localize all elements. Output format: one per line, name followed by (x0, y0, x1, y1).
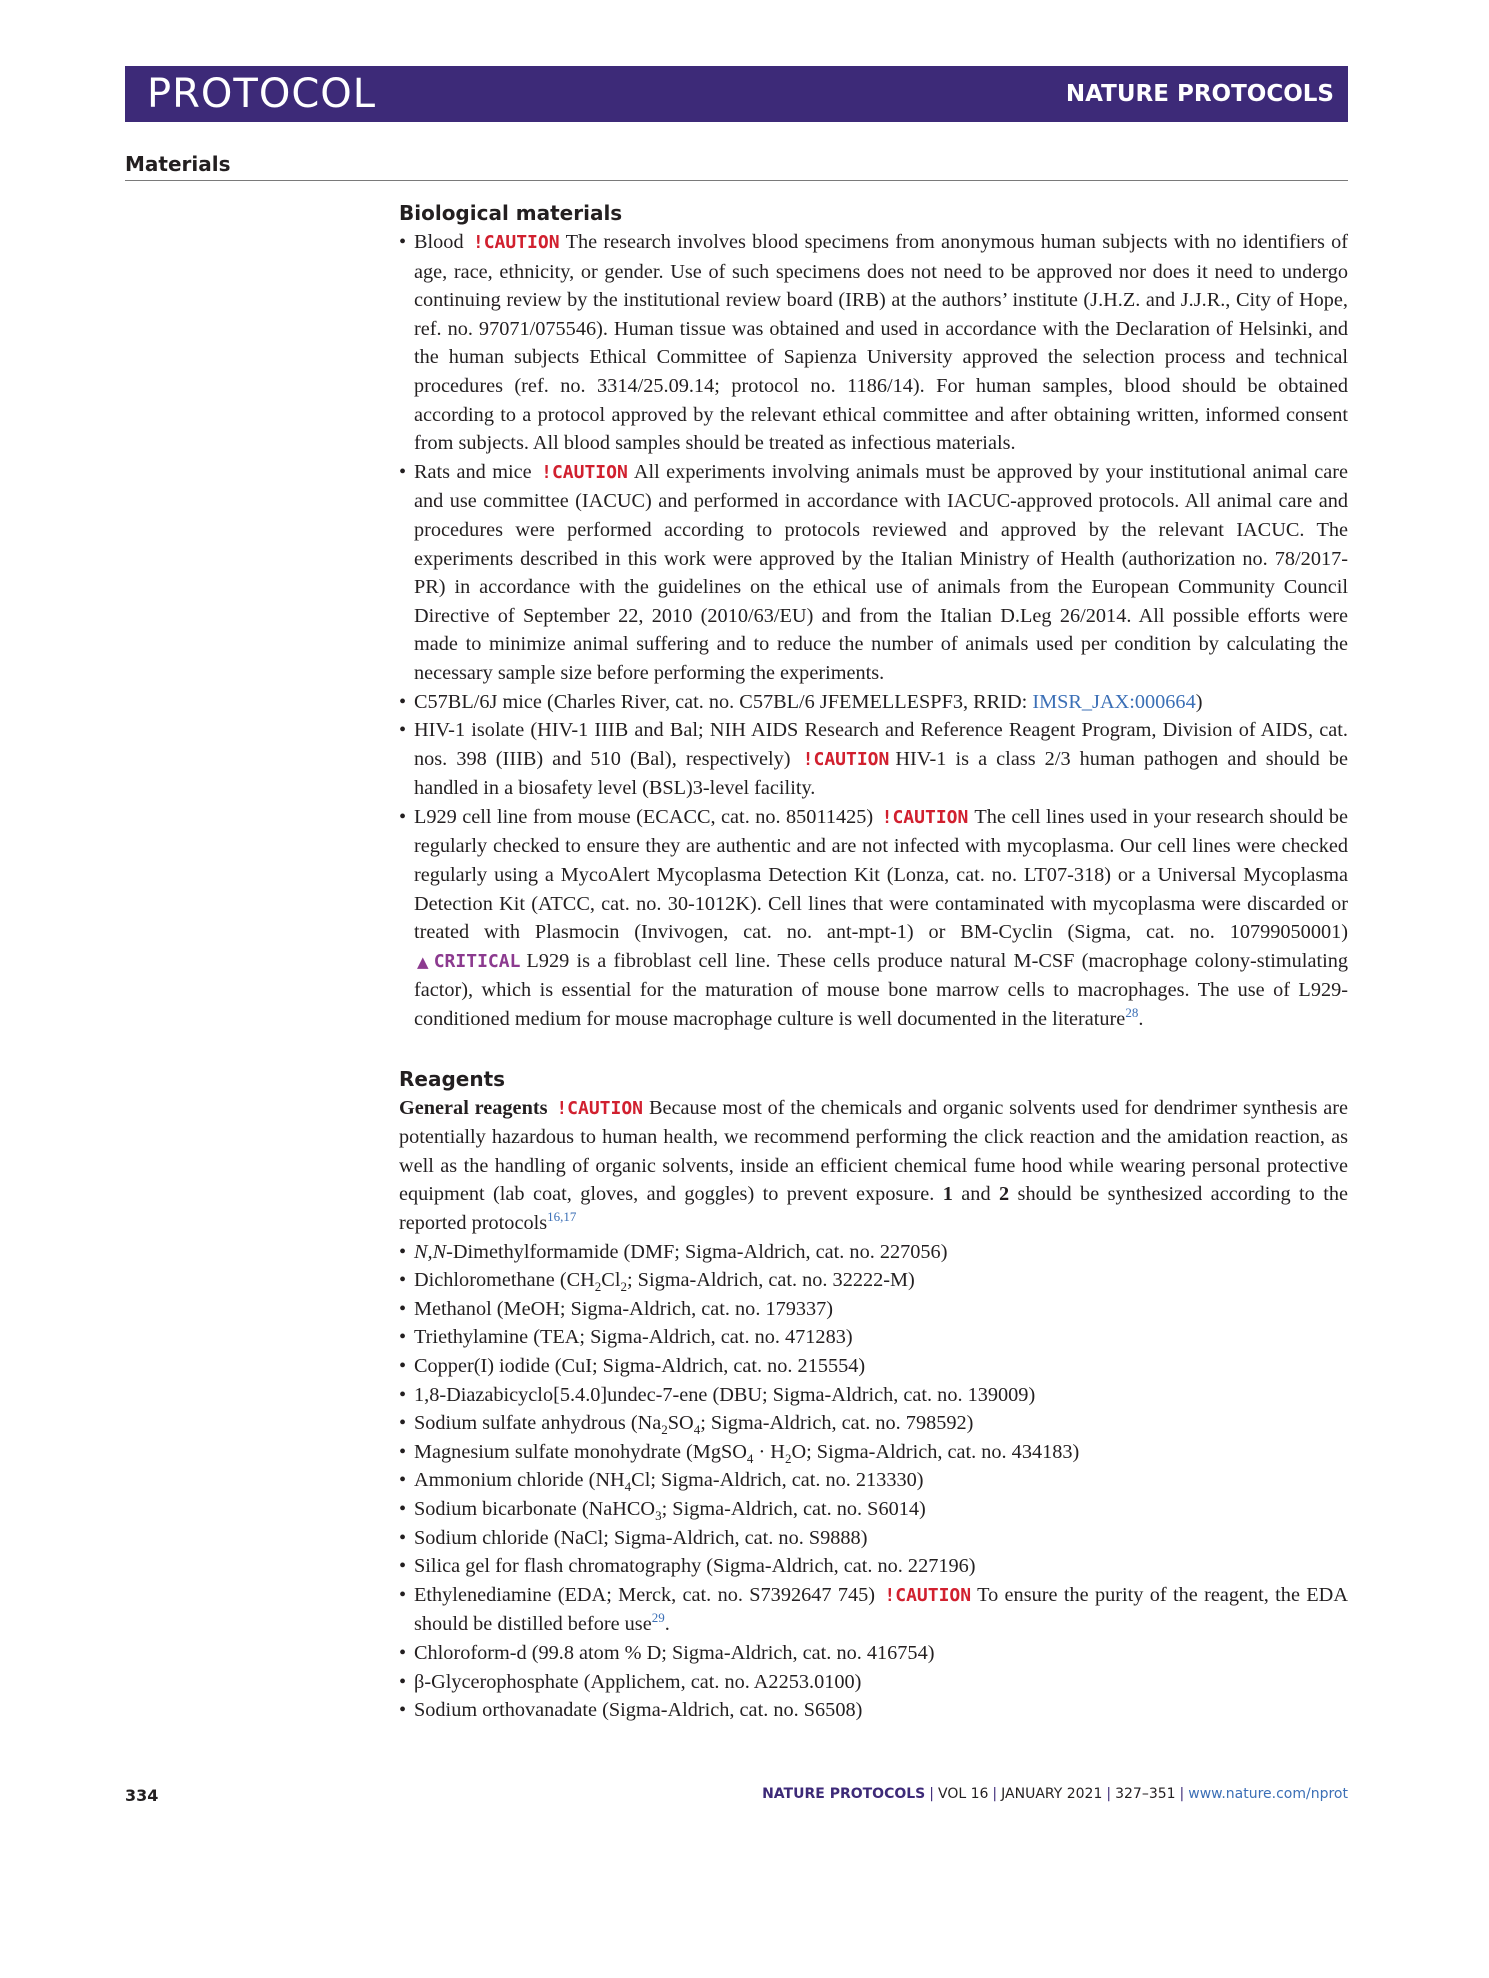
caution-label: !CAUTION (881, 806, 969, 828)
list-item: • Silica gel for flash chromatography (Sigma-Aldrich, cat. no. 227196) (399, 1552, 1348, 1581)
list-item: • Sodium sulfate anhydrous ($Na_2SO_4$; Sigma-Aldrich, cat. no. 798592) (399, 1409, 1348, 1438)
section-title: Materials (125, 152, 1348, 181)
list-item-blood: • Blood !CAUTION The research involves blood specimens from anonymous human subjects with no identifiers of age, race, ethnicity, or gender. Use of such specimens does not need to be approved nor does it need to undergo continuing review by the institutional review board (IRB) at the authors’ institute (J.H.Z. and J.J.R., City of Hope, ref. no. 97071/075546). Human tissue was obtained and used in accordance with the Declaration of Helsinki, and the human subjects Ethical Committee of Sapienza University approved the selection process and technical procedures (ref. no. 3314/25.09.14; protocol no. 1186/14). For human samples, blood should be obtained according to a protocol approved by the relevant ethical committee and after obtaining written, informed consent from subjects. All blood samples should be treated as infectious materials. (399, 228, 1348, 458)
section-type: PROTOCOL (147, 71, 377, 117)
header-banner (125, 66, 1348, 122)
caution-label: !CAUTION (802, 748, 890, 770)
caution-label: !CAUTION (556, 1097, 644, 1119)
list-item: • N,N-Dimethylformamide (DMF; Sigma-Aldrich, cat. no. 227056) (399, 1238, 1348, 1267)
biological-heading: Biological materials (399, 201, 623, 225)
biological-list (399, 228, 1348, 1034)
list-item: • Chloroform-d (99.8 atom % D; Sigma-Aldrich, cat. no. 416754) (399, 1639, 1348, 1668)
reference-link[interactable]: 29 (651, 1610, 665, 1626)
journal-name: NATURE PROTOCOLS (1065, 81, 1334, 107)
footer-citation: NATURE PROTOCOLS | VOL 16 | JANUARY 2021 | 327–351 | www.nature.com/nprot (762, 1786, 1348, 1802)
rrid-link[interactable]: IMSR_JAX:000664 (1032, 690, 1196, 713)
reference-link[interactable]: 28 (1125, 1005, 1139, 1021)
caution-label: !CAUTION (541, 461, 628, 483)
list-item: • 1,8-Diazabicyclo[5.4.0]undec-7-ene (DBU; Sigma-Aldrich, cat. no. 139009) (399, 1381, 1348, 1410)
list-item: • Dichloromethane ($CH_2Cl_2$; Sigma-Aldrich, cat. no. 32222-M) (399, 1266, 1348, 1295)
list-item: • Triethylamine (TEA; Sigma-Aldrich, cat. no. 471283) (399, 1323, 1348, 1352)
reagents-heading: Reagents (399, 1066, 506, 1091)
list-item: • Magnesium sulfate monohydrate (MgSO$_4$ · $H_2O$; Sigma-Aldrich, cat. no. 434183) (399, 1438, 1348, 1467)
list-item-l929: • L929 cell line from mouse (ECACC, cat. no. 85011425) !CAUTION The cell lines used in your research should be regularly checked to ensure they are authentic and are not infected with mycoplasma. Our cell lines were checked regularly using a MycoAlert Mycoplasma Detection Kit (Lonza, cat. no. LT07-318) or a Universal Mycoplasma Detection Kit (ATCC, cat. no. 30-1012K). Cell lines that were contaminated with mycoplasma were discarded or treated with Plasmocin (Invivogen, cat. no. ant-mpt-1) or BM-Cyclin (Sigma, cat. no. 10799050001) ▲ CRITICAL L929 is a fibroblast cell line. These cells produce natural M-CSF (macrophage colony-stimulating factor), which is essential for the maturation of mouse bone marrow cells to macrophages. The use of L929-conditioned medium for mouse macrophage culture is well documented in the literature$^{28}$. (399, 803, 1348, 1034)
general-reagents-paragraph: General reagents !CAUTION Because most of the chemicals and organic solvents used for dendrimer synthesis are potentially hazardous to human health, we recommend performing the click reaction and the amidation reaction, as well as the handling of organic solvents, inside an efficient chemical fume hood while wearing personal protective equipment (lab coat, gloves, and goggles) to prevent exposure. 1 and 2 should be synthesized according to the reported protocols$^{16,17}$ (399, 1096, 1348, 1234)
list-item: • Ethylenediamine (EDA; Merck, cat. no. S7392647 745) !CAUTION To ensure the purity of the reagent, the EDA should be distilled before use$^{29}$. (399, 1581, 1348, 1639)
page-number: 334 (125, 1786, 159, 1805)
list-item: • Methanol (MeOH; Sigma-Aldrich, cat. no. 179337) (399, 1295, 1348, 1324)
journal-url-link[interactable]: www.nature.com/nprot (1188, 1786, 1348, 1802)
list-item: • Sodium chloride (NaCl; Sigma-Aldrich, cat. no. S9888) (399, 1524, 1348, 1553)
reference-link[interactable]: 16,17 (547, 1209, 577, 1225)
list-item-hiv: • HIV-1 isolate (HIV-1 IIIB and Bal; NIH AIDS Research and Reference Reagent Program, Division of AIDS, cat. nos. 398 (IIIB) and 510 (Bal), respectively) !CAUTION HIV-1 is a class 2/3 human pathogen and should be handled in a biosafety level (BSL)3-level facility. (399, 716, 1348, 803)
list-item-rats: • Rats and mice !CAUTION All experiments involving animals must be approved by your institutional animal care and use committee (IACUC) and performed in accordance with IACUC-approved protocols. All animal care and procedures were performed according to protocols reviewed and approved by the relevant IACUC. The experiments described in this work were approved by the Italian Ministry of Health (authorization no. 78/2017-PR) in accordance with the guidelines on the ethical use of animals from the European Community Council Directive of September 22, 2010 (2010/63/EU) and from the Italian D.Leg 26/2014. All possible efforts were made to minimize animal suffering and to reduce the number of animals used per condition by calculating the necessary sample size before performing the experiments. (399, 458, 1348, 688)
caution-label: !CAUTION (472, 232, 560, 253)
list-item: • Ammonium chloride ($NH_4Cl$; Sigma-Aldrich, cat. no. 213330) (399, 1466, 1348, 1495)
list-item: • Copper(I) iodide (CuI; Sigma-Aldrich, cat. no. 215554) (399, 1352, 1348, 1381)
caution-label: !CAUTION (884, 1584, 972, 1606)
reagents-list (399, 1238, 1348, 1725)
list-item-c57: • C57BL/6J mice (Charles River, cat. no. C57BL/6 JFEMELLESPF3, RRID: IMSR_JAX:000664) (399, 688, 1348, 717)
list-item: • β-Glycerophosphate (Applichem, cat. no. A2253.0100) (399, 1668, 1348, 1697)
critical-label: CRITICAL (433, 950, 521, 972)
list-item: • Sodium bicarbonate (NaHCO$_3$; Sigma-Aldrich, cat. no. S6014) (399, 1495, 1348, 1524)
critical-triangle-icon: ▲ (417, 952, 431, 971)
main-content (399, 198, 1348, 1725)
list-item: • Sodium orthovanadate (Sigma-Aldrich, cat. no. S6508) (399, 1696, 1348, 1725)
